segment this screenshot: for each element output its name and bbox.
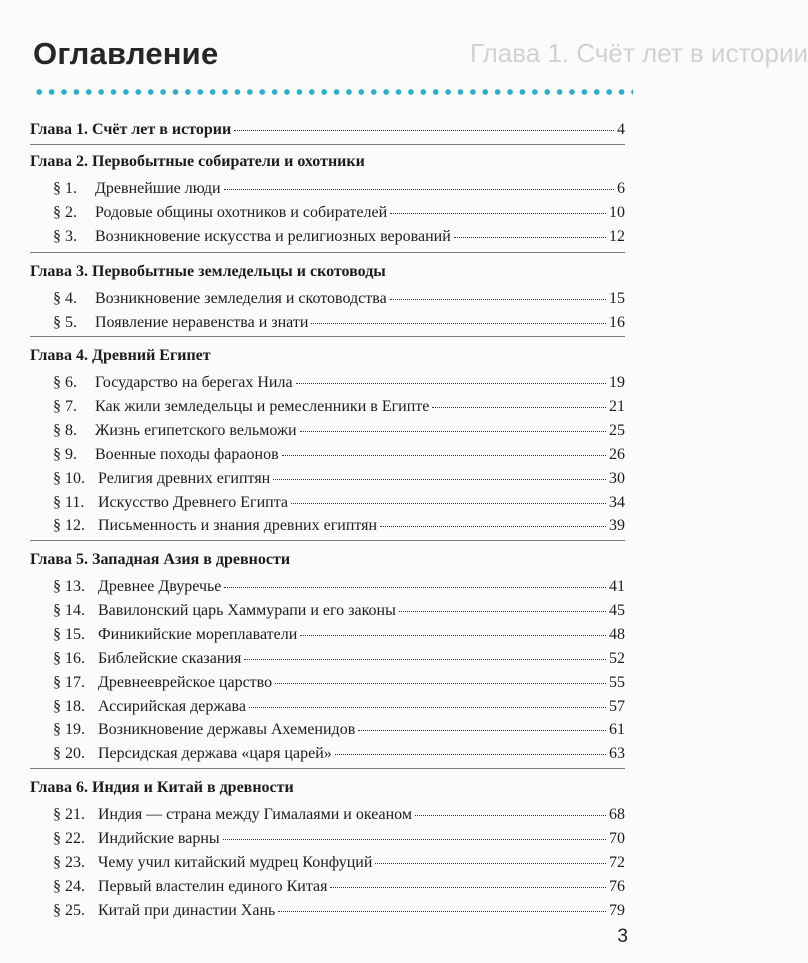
- section-page-number: 55: [609, 673, 625, 691]
- section-page-number: 45: [609, 601, 625, 619]
- section-page-number: 19: [609, 374, 625, 391]
- dot-leader: [358, 730, 606, 731]
- section-page-number: 10: [609, 203, 625, 221]
- section-number: § 2.: [53, 203, 77, 221]
- section-page-number: 39: [609, 517, 625, 535]
- section-title: Возникновение земледелия и скотоводства: [95, 290, 387, 307]
- dot-leader: [278, 911, 606, 912]
- section-page-number: 41: [609, 578, 625, 595]
- section-title: Вавилонский царь Хаммурапи и его законы: [98, 601, 396, 619]
- section-page-number: 15: [609, 290, 625, 307]
- section-number: § 21.: [53, 806, 85, 823]
- dot-leader: [432, 407, 606, 408]
- section-page-number: 25: [609, 421, 625, 439]
- dot-leader: [234, 130, 614, 131]
- section-title: Искусство Древнего Египта: [98, 493, 288, 511]
- chapter-heading[interactable]: [30, 346, 625, 366]
- section-number: § 11.: [53, 493, 85, 511]
- toc-entry[interactable]: [53, 720, 625, 740]
- dot-leader: [224, 587, 606, 588]
- dot-leader: [296, 383, 606, 384]
- chapter-title: Глава 2. Первобытные собиратели и охотники: [30, 153, 365, 170]
- section-title: Родовые общины охотников и собирателей: [95, 203, 388, 221]
- section-page-number: 57: [609, 697, 625, 715]
- section-title: Возникновение державы Ахеменидов: [98, 721, 356, 739]
- section-page-number: 16: [609, 313, 625, 331]
- section-number: § 19.: [53, 721, 85, 739]
- toc-entry[interactable]: [53, 673, 625, 693]
- chapter-title: Глава 6. Индия и Китай в древности: [30, 779, 294, 796]
- section-page-number: 70: [609, 829, 625, 847]
- toc-entry[interactable]: [53, 313, 625, 333]
- section-page-number: 30: [609, 469, 625, 487]
- section-page-number: 61: [609, 721, 625, 739]
- section-title: Государство на берегах Нила: [95, 374, 293, 391]
- section-divider: [30, 252, 625, 253]
- section-page-number: 21: [609, 397, 625, 415]
- dot-leader: [390, 299, 606, 300]
- dot-leader: [275, 683, 606, 684]
- section-number: § 22.: [53, 829, 85, 847]
- section-number: § 6.: [53, 374, 77, 391]
- page-number: 3: [617, 926, 628, 947]
- toc-entry[interactable]: [53, 601, 625, 621]
- section-page-number: 34: [609, 493, 625, 511]
- section-title: Библейские сказания: [98, 649, 242, 667]
- section-number: § 24.: [53, 877, 85, 895]
- section-title: Военные походы фараонов: [95, 445, 279, 463]
- section-number: § 16.: [53, 649, 85, 667]
- toc-entry[interactable]: [53, 397, 625, 417]
- section-page-number: 72: [609, 853, 625, 871]
- section-title: Китай при династии Хань: [98, 901, 276, 919]
- section-number: § 4.: [53, 290, 77, 307]
- dot-leader: [244, 659, 606, 660]
- dot-leader: [311, 323, 606, 324]
- dotted-divider: [33, 88, 633, 96]
- section-page-number: 63: [609, 745, 625, 763]
- toc-entry[interactable]: [53, 577, 625, 597]
- toc-entry[interactable]: [53, 469, 625, 489]
- section-divider: [30, 540, 625, 541]
- section-title: Древнейшие люди: [95, 180, 221, 197]
- dot-leader: [415, 815, 606, 816]
- section-number: § 3.: [53, 227, 77, 245]
- dot-leader: [224, 189, 614, 190]
- section-title: Как жили земледельцы и ремесленники в Египте: [95, 397, 430, 415]
- section-divider: [30, 336, 625, 337]
- chapter-title: Глава 5. Западная Азия в древности: [30, 551, 291, 568]
- section-title: Чему учил китайский мудрец Конфуций: [98, 853, 373, 871]
- page-title: Оглавление: [33, 36, 219, 71]
- section-number: § 23.: [53, 853, 85, 871]
- toc-entry[interactable]: [53, 227, 625, 247]
- section-title: Ассирийская держава: [98, 697, 246, 715]
- dot-leader: [273, 479, 606, 480]
- dot-leader: [454, 237, 606, 238]
- toc-entry[interactable]: [53, 373, 625, 393]
- section-number: § 8.: [53, 421, 77, 439]
- section-number: § 1.: [53, 180, 77, 197]
- section-page-number: 48: [609, 625, 625, 643]
- section-page-number: 76: [609, 877, 625, 895]
- section-number: § 12.: [53, 517, 85, 535]
- section-title: Персидская держава «царя царей»: [98, 745, 332, 763]
- toc-entry[interactable]: [53, 901, 625, 921]
- chapter-page-number: 4: [617, 121, 625, 138]
- section-number: § 9.: [53, 445, 77, 463]
- toc-entry[interactable]: [53, 649, 625, 669]
- chapter-heading[interactable]: [30, 778, 625, 798]
- section-page-number: 6: [617, 180, 625, 197]
- dot-leader: [300, 635, 606, 636]
- section-title: Финикийские мореплаватели: [98, 625, 298, 643]
- section-title: Появление неравенства и знати: [95, 313, 309, 331]
- chapter-heading[interactable]: [30, 152, 625, 172]
- section-page-number: 79: [609, 901, 625, 919]
- dot-leader: [399, 611, 606, 612]
- toc-entry[interactable]: [53, 744, 625, 764]
- dot-leader: [300, 431, 606, 432]
- toc-entry[interactable]: [53, 853, 625, 873]
- toc-entry[interactable]: [53, 805, 625, 825]
- chapter-heading[interactable]: [30, 262, 625, 282]
- section-page-number: 26: [609, 445, 625, 463]
- section-title: Религия древних египтян: [98, 469, 271, 487]
- dot-leader: [390, 213, 606, 214]
- section-divider: [30, 144, 625, 145]
- section-title: Письменность и знания древних египтян: [98, 517, 378, 535]
- section-number: § 15.: [53, 625, 85, 643]
- dot-leader: [249, 707, 606, 708]
- chapter-heading[interactable]: [30, 120, 625, 140]
- toc-entry[interactable]: [53, 179, 625, 199]
- toc-entry[interactable]: [53, 829, 625, 849]
- toc-entry[interactable]: [53, 421, 625, 441]
- section-number: § 17.: [53, 673, 85, 691]
- toc-entry[interactable]: [53, 697, 625, 717]
- dot-leader: [330, 887, 606, 888]
- toc-entry[interactable]: [53, 493, 625, 513]
- dot-leader: [380, 526, 606, 527]
- section-page-number: 68: [609, 806, 625, 823]
- section-title: Древнее Двуречье: [98, 578, 222, 595]
- section-title: Жизнь египетского вельможи: [95, 421, 297, 439]
- section-title: Возникновение искусства и религиозных верований: [95, 227, 451, 245]
- section-number: § 10.: [53, 469, 85, 487]
- section-title: Первый властелин единого Китая: [98, 877, 328, 895]
- section-number: § 25.: [53, 901, 85, 919]
- section-number: § 5.: [53, 313, 77, 331]
- dot-leader: [375, 863, 606, 864]
- toc-entry[interactable]: [53, 877, 625, 897]
- dot-leader: [282, 455, 606, 456]
- chapter-heading[interactable]: [30, 550, 625, 570]
- dot-leader: [223, 839, 606, 840]
- section-page-number: 12: [609, 227, 625, 245]
- toc-entry[interactable]: [53, 203, 625, 223]
- section-page-number: 52: [609, 649, 625, 667]
- section-divider: [30, 768, 625, 769]
- section-number: § 18.: [53, 697, 85, 715]
- section-number: § 7.: [53, 397, 77, 415]
- section-title: Древнееврейское царство: [98, 673, 273, 691]
- chapter-title: Глава 1. Счёт лет в истории: [30, 121, 232, 138]
- dot-leader: [291, 503, 606, 504]
- section-number: § 14.: [53, 601, 85, 619]
- toc-entry[interactable]: [53, 289, 625, 309]
- chapter-title: Глава 3. Первобытные земледельцы и скотоводы: [30, 263, 386, 280]
- section-number: § 13.: [53, 578, 85, 595]
- chapter-title: Глава 4. Древний Египет: [30, 347, 211, 364]
- toc-entry[interactable]: [53, 625, 625, 645]
- section-title: Индийские варны: [98, 829, 220, 847]
- dot-leader: [335, 754, 606, 755]
- toc-entry[interactable]: [53, 445, 625, 465]
- bleed-through-text: Глава 1. Счёт лет в истории: [470, 38, 808, 68]
- section-title: Индия — страна между Гималаями и океаном: [98, 806, 412, 823]
- section-number: § 20.: [53, 745, 85, 763]
- toc-entry[interactable]: [53, 516, 625, 536]
